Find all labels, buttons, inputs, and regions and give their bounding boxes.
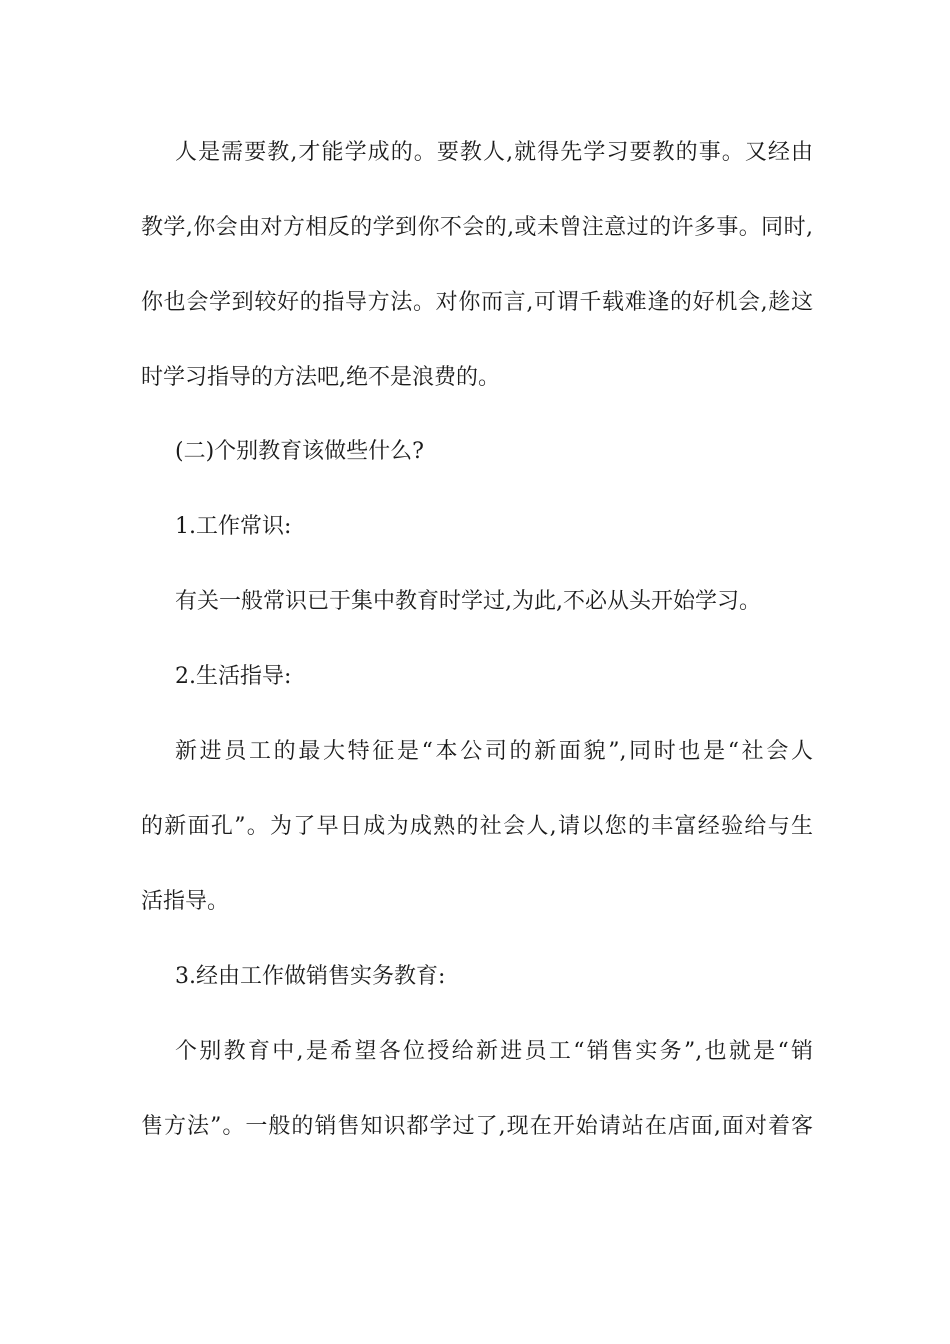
paragraph-line-4: 时学习指导的方法吧,绝不是浪费的。 [141, 365, 500, 390]
item-heading-3: 3.经由工作做销售实务教育: [175, 964, 446, 989]
section-heading: (二)个别教育该做些什么? [175, 439, 424, 464]
paragraph-line-10: 售方法”。一般的销售知识都学过了,现在开始请站在店面,面对着客 [141, 1114, 813, 1139]
paragraph-line-5: 有关一般常识已于集中教育时学过,为此,不必从头开始学习。 [175, 589, 761, 614]
paragraph-line-8: 活指导。 [141, 889, 230, 914]
paragraph-line-2: 教学,你会由对方相反的学到你不会的,或未曾注意过的许多事。同时, [141, 215, 813, 240]
paragraph-line-1: 人是需要教,才能学成的。要教人,就得先学习要教的事。又经由 [175, 140, 813, 165]
paragraph-line-3: 你也会学到较好的指导方法。对你而言,可谓千载难逢的好机会,趁这 [141, 290, 813, 315]
paragraph-line-9: 个别教育中,是希望各位授给新进员工“销售实务”,也就是“销 [175, 1039, 813, 1064]
item-heading-1: 1.工作常识: [175, 514, 292, 539]
paragraph-line-7: 的新面孔”。为了早日成为成熟的社会人,请以您的丰富经验给与生 [141, 814, 813, 839]
item-heading-2: 2.生活指导: [175, 664, 292, 689]
paragraph-line-6: 新进员工的最大特征是“本公司的新面貌”,同时也是“社会人 [175, 739, 813, 764]
